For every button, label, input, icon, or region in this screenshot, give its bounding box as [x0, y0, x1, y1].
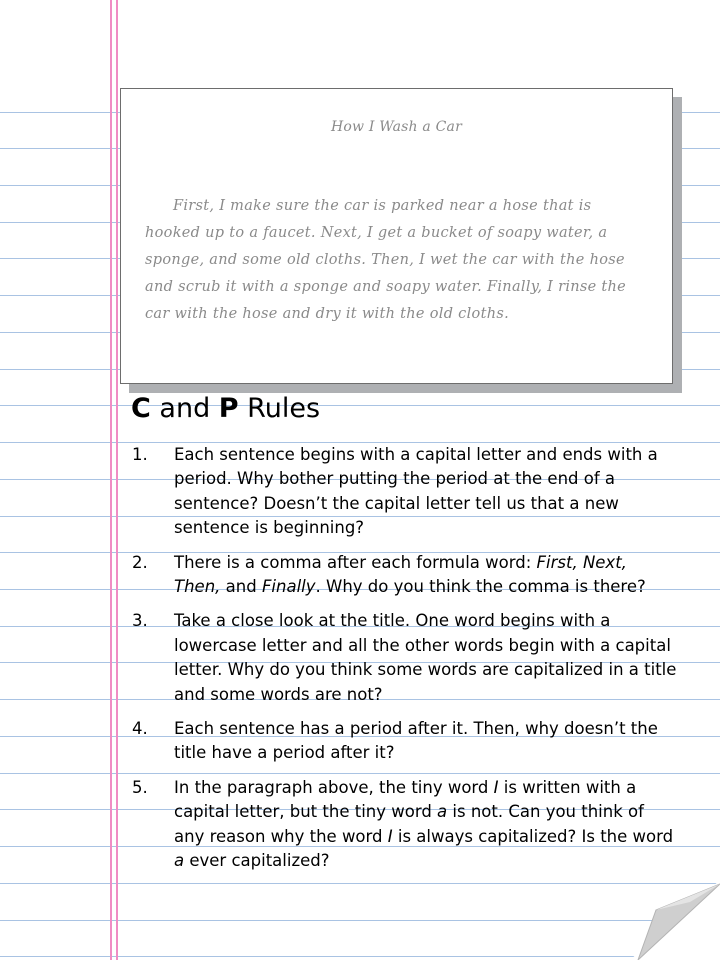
- page-curl-icon: [630, 880, 720, 960]
- rules-list: [132, 443, 677, 884]
- list-number: 4.: [132, 719, 148, 739]
- essay-paragraph: First, I make sure the car is parked near a hose that is hooked up to a faucet. Next, I get a bucket of soapy water, a sponge, and some old cloths. Then, I wet the car with the hose and scrub it with a sponge and soapy water. Finally, I rinse the car with the hose and dry it with the old cloths.: [145, 198, 627, 322]
- rule-line: [0, 405, 720, 406]
- margin-line: [110, 0, 112, 960]
- heading-c: C: [131, 393, 151, 424]
- list-text: Each sentence has a period after it. Then, why doesn’t the title have a period after it?: [174, 719, 658, 763]
- list-number: 5.: [132, 777, 148, 797]
- essay-title: How I Wash a Car: [331, 119, 462, 135]
- heading-and: and: [150, 393, 219, 424]
- list-item: [132, 551, 677, 600]
- list-number: 3.: [132, 611, 148, 631]
- list-text: Take a close look at the title. One word begins with a lowercase letter and all the other words begin with a capital letter. Why do you think some words are capitalized in a title and some words are not?: [174, 611, 677, 704]
- essay-card: [120, 88, 673, 384]
- list-number: 1.: [132, 445, 148, 464]
- list-number: 2.: [132, 552, 148, 572]
- list-text: Each sentence begins with a capital letter and ends with a period. Why bother putting the period at the end of a sentence? Doesn’t the capital letter tell us that a new sentence is beginning?: [174, 445, 658, 538]
- list-item: [132, 443, 677, 541]
- heading-p: P: [218, 393, 239, 424]
- list-item: [132, 717, 677, 766]
- rule-line: [0, 956, 720, 957]
- list-text: In the paragraph above, the tiny word I is written with a capital letter, but the tiny word a is not. Can you think of any reason why the word I is always capitalized? Is the word a ever capitalized?: [174, 777, 674, 871]
- rule-line: [0, 920, 720, 921]
- list-text: There is a comma after each formula word: First, Next, Then, and Finally. Why do you think the comma is there?: [174, 552, 646, 597]
- heading-rules: Rules: [238, 393, 321, 424]
- list-item: [132, 609, 677, 707]
- margin-line: [116, 0, 118, 960]
- list-item: [132, 776, 677, 874]
- section-heading: [131, 393, 320, 424]
